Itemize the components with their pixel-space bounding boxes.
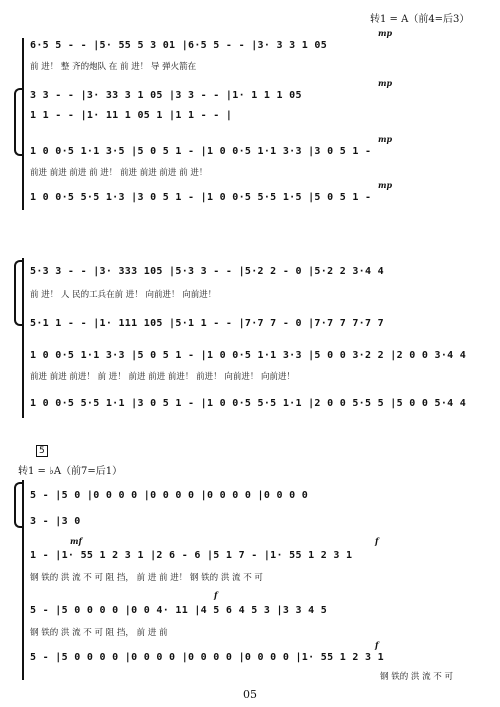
part-4-notes: 1 0 0·5 1·1 3·5 |5 0 5 1 - |1 0 0·5 1·1 3·3 |3 0 5 1 -	[30, 146, 372, 157]
dynamic-mf: mf	[70, 536, 82, 546]
part-2-notes: 5·1 1 - - |1· 111 105 |5·1 1 - - |7·7 7 - 0 |7·7 7 7·7 7	[30, 318, 384, 329]
part-1-lyrics: 前 进！ 整 齐的炮队 在 前 进！ 导 弹火箭在	[30, 62, 197, 72]
part-2-notes: 1 - |1· 55 1 2 3 1 |2 6 - 6 |5 1 7 - |1· 55 1 2 3 1	[30, 550, 353, 561]
part-3-notes: 1 0 0·5 1·1 3·3 |5 0 5 1 - |1 0 0·5 1·1 3·3 |5 0 0 3·2 2 |2 0 0 3·4 4	[30, 350, 467, 361]
part-4-notes: 5 - |5 0 0 0 0 |0 0 0 0 |0 0 0 0 |0 0 0 0 |1· 55 1 2 3 1	[30, 652, 384, 663]
part-1-notes: 5·3 3 - - |3· 333 105 |5·3 3 - - |5·2 2 - 0 |5·2 2 3·4 4	[30, 266, 384, 277]
part-5-notes: 1 0 0·5 5·5 1·3 |3 0 5 1 - |1 0 0·5 5·5 1·5 |5 0 5 1 -	[30, 192, 372, 203]
system-1	[0, 30, 500, 215]
part-4-notes: 1 0 0·5 5·5 1·1 |3 0 5 1 - |1 0 0·5 5·5 1·1 |2 0 0 5·5 5 |5 0 0 5·4 4	[30, 398, 467, 409]
dynamic-f: f	[375, 536, 379, 546]
dynamic-mp: mp	[378, 180, 393, 190]
dynamic-mp: mp	[378, 78, 393, 88]
dynamic-f: f	[375, 640, 379, 650]
part-3-lyrics: 钢 铁的 洪 流 不 可 阻 挡， 前 进 前	[30, 628, 168, 638]
dynamic-f: f	[214, 590, 218, 600]
part-2-notes: 3 3 - - |3· 33 3 1 05 |3 3 - - |1· 1 1 1 05	[30, 90, 302, 101]
part-1-lyrics: 前 进！ 人 民的工兵在前 进！ 向前进！ 向前进！	[30, 290, 217, 300]
key-change-label: 转1 = ♭A（前7=后1）	[18, 466, 123, 477]
part-4-lyrics: 钢 铁的 洪 流 不 可	[380, 672, 454, 682]
page-number: 05	[243, 688, 257, 701]
system-barline	[22, 480, 24, 680]
part-1-notes: 6·5 5 - - |5· 55 5 3 01 |6·5 5 - - |3· 3 3 1 05	[30, 40, 328, 51]
rehearsal-mark: 5	[36, 445, 48, 457]
system-barline	[22, 258, 24, 418]
system-barline	[22, 38, 24, 210]
part-4-lyrics: 前进 前进 前进 前 进！ 前进 前进 前进 前 进！	[30, 168, 208, 178]
staff-brace	[14, 88, 22, 156]
part-1-notes: 5 - |5 0 |0 0 0 0 |0 0 0 0 |0 0 0 0 |0 0 0 0	[30, 490, 309, 501]
part-3-notes: 1 1 - - |1· 11 1 05 1 |1 1 - - |	[30, 110, 233, 121]
dynamic-mp: mp	[378, 134, 393, 144]
dynamic-mp: mp	[378, 28, 393, 38]
staff-brace	[14, 260, 22, 326]
part-2-lyrics: 钢 铁的 洪 流 不 可 阻 挡， 前 进 前 进！ 钢 铁的 洪 流 不 可	[30, 573, 263, 583]
system-2	[0, 258, 500, 418]
part-1b-notes: 3 - |3 0	[30, 516, 81, 527]
staff-brace	[14, 482, 22, 528]
key-change-label: 转1 = A（前4=后3）	[370, 14, 470, 25]
system-3	[0, 480, 500, 680]
part-3-notes: 5 - |5 0 0 0 0 |0 0 4· 11 |4 5 6 4 5 3 |3 3 4 5	[30, 605, 328, 616]
part-3-lyrics: 前进 前进 前进！ 前 进！ 前进 前进 前进！ 前进！ 向前进！ 向前进！	[30, 372, 296, 382]
